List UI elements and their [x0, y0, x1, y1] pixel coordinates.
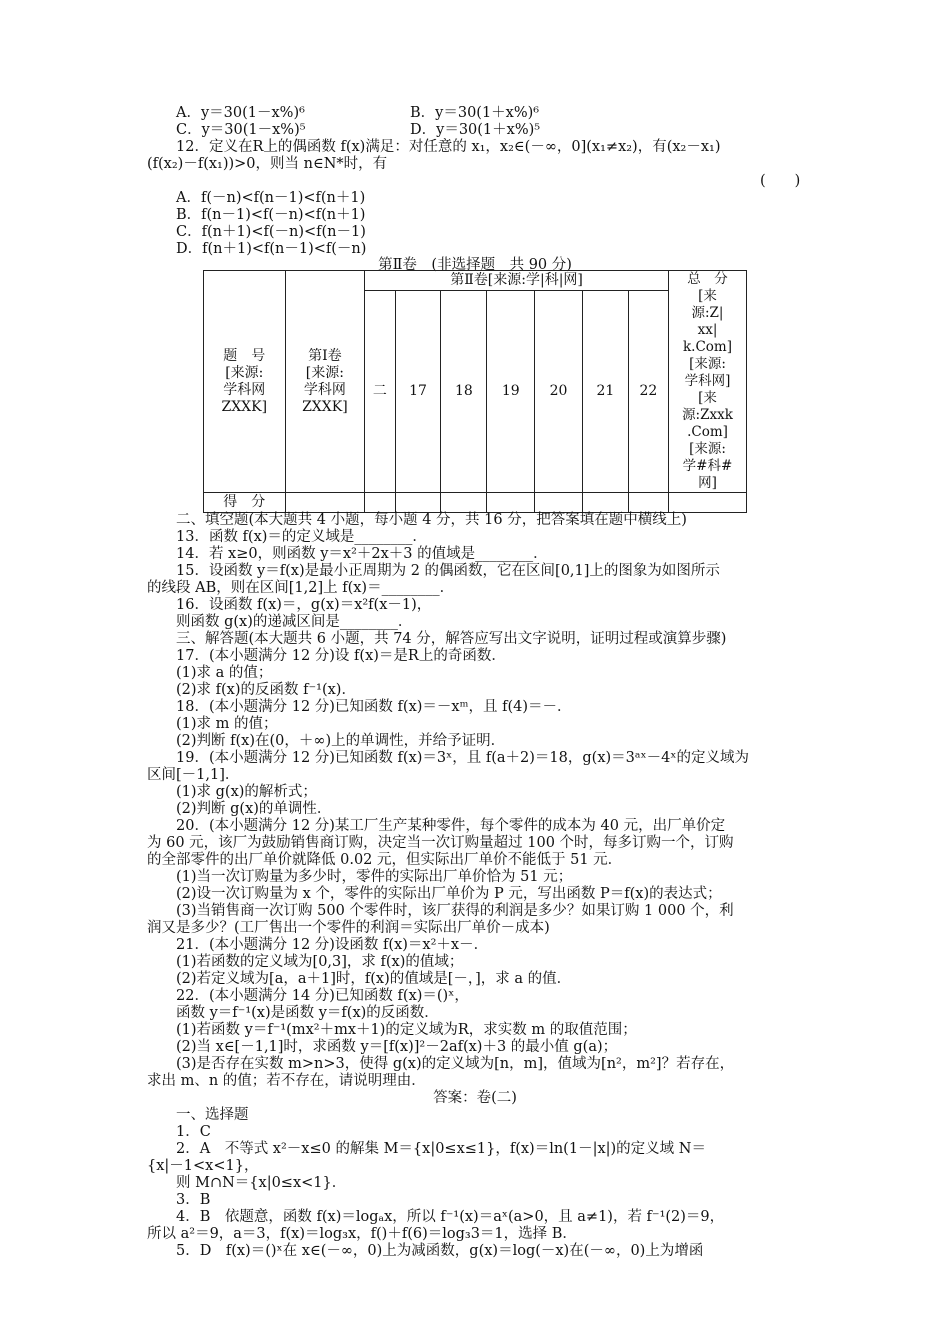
- choice-c: C．y＝30(1－x%)⁵: [176, 122, 306, 138]
- q22-line: (3)是否存在实数 m>n>3，使得 g(x)的定义域为[n，m]，值域为[n²，m²]？若存在，: [176, 1056, 735, 1072]
- q17-line: (2)求 f(x)的反函数 f⁻¹(x)．: [176, 682, 356, 698]
- answer-line: 一、选择题: [176, 1107, 249, 1123]
- q12-option-a: A．f(－n)<f(n－1)<f(n＋1): [176, 190, 366, 206]
- q12-option-c: C．f(n＋1)<f(－n)<f(n－1): [176, 224, 366, 240]
- choice-d: D．y＝30(1＋x%)⁵: [410, 122, 541, 138]
- q18-line: 18．(本小题满分 12 分)已知函数 f(x)＝－xᵐ，且 f(4)＝－．: [176, 699, 572, 715]
- table-header-q17: 17: [395, 291, 441, 493]
- q12-option-b: B．f(n－1)<f(－n)<f(n＋1): [176, 207, 366, 223]
- table-cell: [535, 493, 583, 513]
- answer-line: 4．B 依题意，函数 f(x)＝logₐx，所以 f⁻¹(x)＝aˣ(a>0，且 a≠1)，若 f⁻¹(2)＝9，: [176, 1209, 725, 1225]
- q12-answer-paren: ( ): [760, 173, 801, 189]
- q12-option-d: D．f(n＋1)<f(n－1)<f(－n): [176, 241, 367, 257]
- table-cell: [487, 493, 535, 513]
- q19-line: 区间[－1,1]．: [147, 767, 240, 783]
- table-cell: [582, 493, 628, 513]
- q14: 14．若 x≥0，则函数 y＝x²＋2x＋3 的值域是________．: [176, 546, 548, 562]
- q22-line: 函数 y＝f⁻¹(x)是函数 y＝f(x)的反函数．: [176, 1005, 439, 1021]
- answer-line: 所以 a²＝9，a＝3，f(x)＝log₃x，f()＋f(6)＝log₃3＝1，选择 B．: [147, 1226, 577, 1242]
- table-header-q20: 20: [535, 291, 583, 493]
- table-header-q22: 22: [628, 291, 668, 493]
- answer-line: 则 M∩N＝{x|0≤x<1}．: [176, 1175, 347, 1191]
- table-row-score-label: 得 分: [204, 493, 286, 513]
- choice-a: A．y＝30(1－x%)⁶: [176, 105, 305, 121]
- section2-title: 二、填空题(本大题共 4 小题，每小题 4 分，共 16 分，把答案填在题中横线上): [176, 512, 687, 528]
- table-header-vol2: 第Ⅱ卷[来源:学|科|网]: [365, 271, 669, 291]
- q12-line2: (f(x₂)－f(x₁))>0，则当 n∈N*时，有: [147, 156, 388, 172]
- q15-line1: 15．设函数 y＝f(x)是最小正周期为 2 的偶函数，它在区间[0,1]上的图象为如图所示: [176, 563, 720, 579]
- q19-line: (2)判断 g(x)的单调性．: [176, 801, 332, 817]
- table-header-q19: 19: [487, 291, 535, 493]
- q21-line: 21．(本小题满分 12 分)设函数 f(x)＝x²＋x－．: [176, 937, 489, 953]
- q22-line: (2)当 x∈[－1,1]时，求函数 y＝[f(x)]²－2af(x)＋3 的最小值 g(a)；: [176, 1039, 618, 1055]
- q12-line1: 12．定义在R上的偶函数 f(x)满足：对任意的 x₁，x₂∈(－∞，0](x₁≠x₂)，有(x₂－x₁): [176, 139, 721, 155]
- answer-line: 5．D f(x)＝()ˣ在 x∈(－∞，0)上为减函数，g(x)＝log(－x)在(－∞，0)上为增函: [176, 1243, 704, 1259]
- score-table: [203, 270, 747, 513]
- q18-line: (1)求 m 的值；: [176, 716, 278, 732]
- q13: 13．函数 f(x)＝的定义域是________．: [176, 529, 427, 545]
- q18-line: (2)判断 f(x)在(0，＋∞)上的单调性，并给予证明．: [176, 733, 506, 749]
- table-cell: [441, 493, 487, 513]
- answer-line: 1．C: [176, 1124, 211, 1140]
- answer-line: {x|－1<x<1}，: [147, 1158, 259, 1174]
- table-cell: [668, 493, 746, 513]
- q20-line: 的全部零件的出厂单价就降低 0.02 元，但实际出厂单价不能低于 51 元．: [147, 852, 623, 868]
- q22-line: (1)若函数 y＝f⁻¹(mx²＋mx＋1)的定义域为R，求实数 m 的取值范围；: [176, 1022, 637, 1038]
- q20-line: 润又是多少？(工厂售出一个零件的利润＝实际出厂单价－成本): [147, 920, 550, 936]
- q16-line1: 16．设函数 f(x)＝，g(x)＝x²f(x－1)，: [176, 597, 432, 613]
- table-cell: [395, 493, 441, 513]
- table-cell: [628, 493, 668, 513]
- q16-line2: 则函数 g(x)的递减区间是________．: [176, 614, 413, 630]
- table-header-q21: 21: [582, 291, 628, 493]
- q19-line: 19．(本小题满分 12 分)已知函数 f(x)＝3ˣ，且 f(a＋2)＝18，g(x)＝3ᵃˣ－4ˣ的定义域为: [176, 750, 749, 766]
- q22-line: 22．(本小题满分 14 分)已知函数 f(x)＝()ˣ，: [176, 988, 469, 1004]
- q21-line: (1)若函数的定义域为[0,3]，求 f(x)的值域；: [176, 954, 464, 970]
- q20-line: (2)设一次订购量为 x 个，零件的实际出厂单价为 P 元，写出函数 P＝f(x)的表达式；: [176, 886, 722, 902]
- table-cell: [285, 493, 365, 513]
- q20-line: 为 60 元，该厂为鼓励销售商订购，决定当一次订购量超过 100 个时，每多订购一个，订购: [147, 835, 734, 851]
- answer-line: 3．B: [176, 1192, 211, 1208]
- q20-line: 20．(本小题满分 12 分)某工厂生产某种零件，每个零件的成本为 40 元，出厂单价定: [176, 818, 726, 834]
- answers-title: 答案：卷(二): [433, 1090, 517, 1106]
- volume2-header: 第Ⅱ卷 (非选择题 共 90 分): [378, 257, 572, 273]
- q22-line: 求出 m、n 的值；若不存在，请说明理由．: [147, 1073, 426, 1089]
- section3-title: 三、解答题(本大题共 6 小题，共 74 分，解答应写出文字说明，证明过程或演算步骤): [176, 631, 727, 647]
- table-cell: [365, 493, 395, 513]
- answer-line: 2．A 不等式 x²－x≤0 的解集 M＝{x|0≤x≤1}，f(x)＝ln(1－|x|)的定义域 N＝: [176, 1141, 706, 1157]
- q19-line: (1)求 g(x)的解析式；: [176, 784, 317, 800]
- q17-line: 17．(本小题满分 12 分)设 f(x)＝是R上的奇函数．: [176, 648, 506, 664]
- q17-line: (1)求 a 的值；: [176, 665, 273, 681]
- q20-line: (1)当一次订购量为多少时，零件的实际出厂单价恰为 51 元；: [176, 869, 573, 885]
- q20-line: (3)当销售商一次订购 500 个零件时，该厂获得的利润是多少？如果订购 1 000 个，利: [176, 903, 734, 919]
- table-header-total: 总 分 [来 源:Z| xx| k.Com] [来源: 学科网] [来 源:Zxxk .Com] [来源: 学#科# 网]: [668, 271, 746, 493]
- table-header-tihao: 题 号 [来源: 学科网 ZXXK]: [204, 271, 286, 493]
- table-header-vol1: 第Ⅰ卷 [来源: 学科网 ZXXK]: [285, 271, 365, 493]
- q21-line: (2)若定义域为[a，a＋1]时，f(x)的值域是[－，]，求 a 的值．: [176, 971, 572, 987]
- q15-line2: 的线段 AB，则在区间[1,2]上 f(x)＝________．: [147, 580, 455, 596]
- table-header-er: 二: [365, 291, 395, 493]
- choice-b: B．y＝30(1＋x%)⁶: [410, 105, 540, 121]
- table-header-q18: 18: [441, 291, 487, 493]
